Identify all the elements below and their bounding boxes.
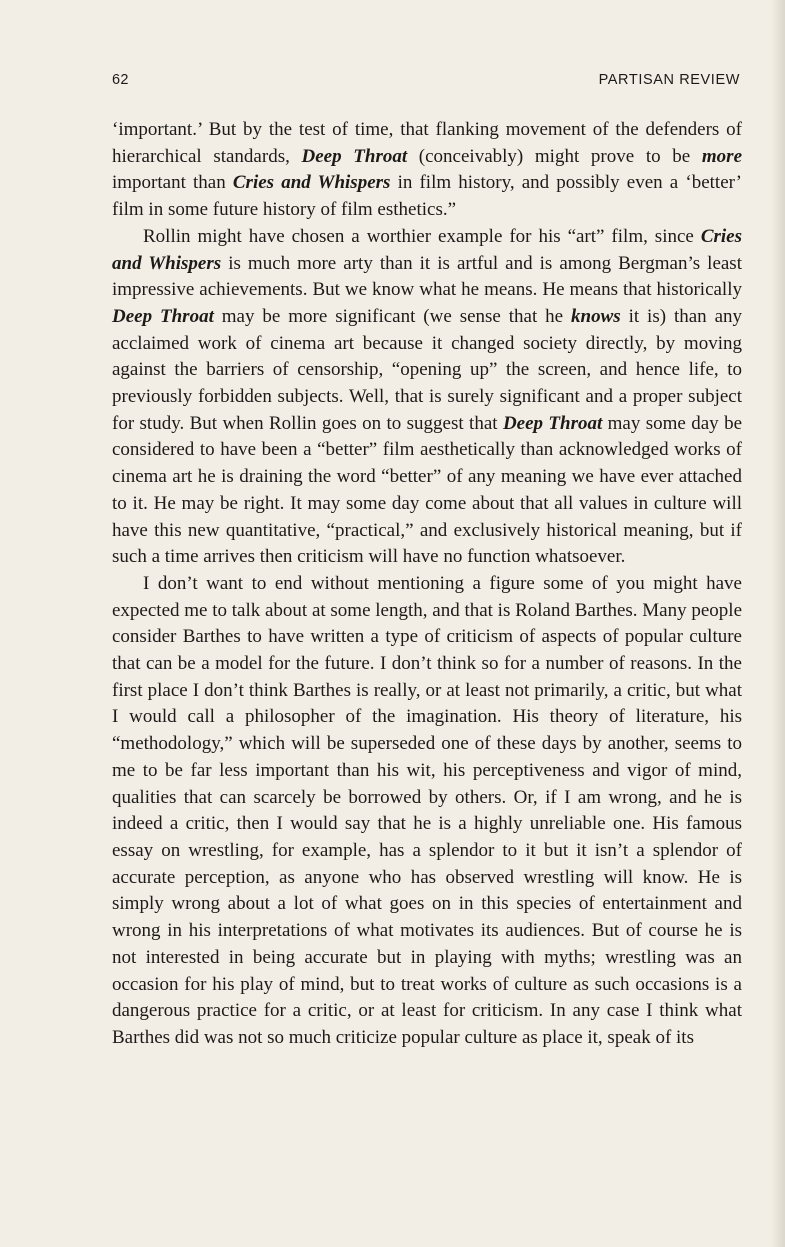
paragraph: [112, 571, 742, 1052]
work-title: Cries and Whispers: [232, 172, 391, 194]
emphasis: knows: [571, 305, 621, 327]
text-run: important than: [112, 172, 233, 194]
text-run: (conceivably) might prove to be: [407, 145, 702, 167]
work-title: Deep Throat: [502, 412, 603, 434]
work-title: Cries and Whispers: [112, 225, 742, 274]
journal-title: PARTISAN REVIEW: [598, 72, 740, 88]
text-run: may some day be considered to have been a “better” film aesthetically than acknowledged works of cinema art he is draining the word “better” of any meaning we have ever attached to it. He may be right. It may some day come about that all values in culture will have this new quantitative, “practical,” and exclusively historical meaning, but if such a time arrives then criticism will have no function whatsoever.: [112, 412, 742, 568]
text-run: in film history, and possibly even a ‘better’ film in some future history of film esthetics.”: [112, 172, 742, 221]
running-head: [112, 72, 740, 92]
text-run: ‘important.’ But by the test of time, that flanking movement of the defenders of hierarchical standards,: [112, 119, 742, 167]
text-run: is much more arty than it is artful and is among Bergman’s least impressive achievements. But we know what he means. He means that historically: [112, 252, 742, 301]
paragraph: [112, 117, 742, 224]
paragraph: [112, 224, 742, 571]
body-text: [112, 117, 742, 1052]
page-number: 62: [112, 72, 129, 88]
work-title: Deep Throat: [112, 305, 214, 327]
text-run: I don’t want to end without mentioning a figure some of you might have expected me to talk about at some length, and that is Roland Barthes. Many people consider Barthes to have written a type of criticism of aspects of popular culture that can be a model for the future. I don’t think so for a number of reasons. In the first place I don’t think Barthes is really, or at least not primarily, a critic, but what I would call a philosopher of the imagination. His theory of literature, his “methodology,” which will be superseded one of these days by another, seems to me to be far less important than his wit, his perceptiveness and vigor of mind, qualities that can scarcely be borrowed by others. Or, if I am wrong, and he is indeed a critic, then I would say that he is a highly unreliable one. His famous essay on wrestling, for example, has a splendor to it but it isn’t a splendor of accurate perception, as anyone who has observed wrestling will know. He is simply wrong about a lot of what goes on in this species of entertainment and wrong in his interpretations of what motivates its audiences. But of course he is not interested in being accurate but in playing with myths; wrestling was an occasion for his play of mind, but to treat works of culture as such occasions is a dangerous practice for a critic, or at least for criticism. In any case I think what Barthes did was not so much criticize popular culture as place it, speak of its: [112, 572, 743, 1048]
text-run: may be more significant (we sense that he: [213, 305, 572, 327]
emphasis: more: [701, 145, 742, 167]
text-run: Rollin might have chosen a worthier example for his “art” film, since: [143, 225, 701, 247]
page-edge-shadow: [771, 0, 785, 1247]
text-run: it is) than any acclaimed work of cinema art because it changed society directly, by moving against the barriers of censorship, “opening up” the screen, and hence life, to previously forbidden subjects. Well, that is surely significant and a proper subject for study. But when Rollin goes on to suggest that: [112, 305, 743, 434]
work-title: Deep Throat: [301, 145, 408, 167]
